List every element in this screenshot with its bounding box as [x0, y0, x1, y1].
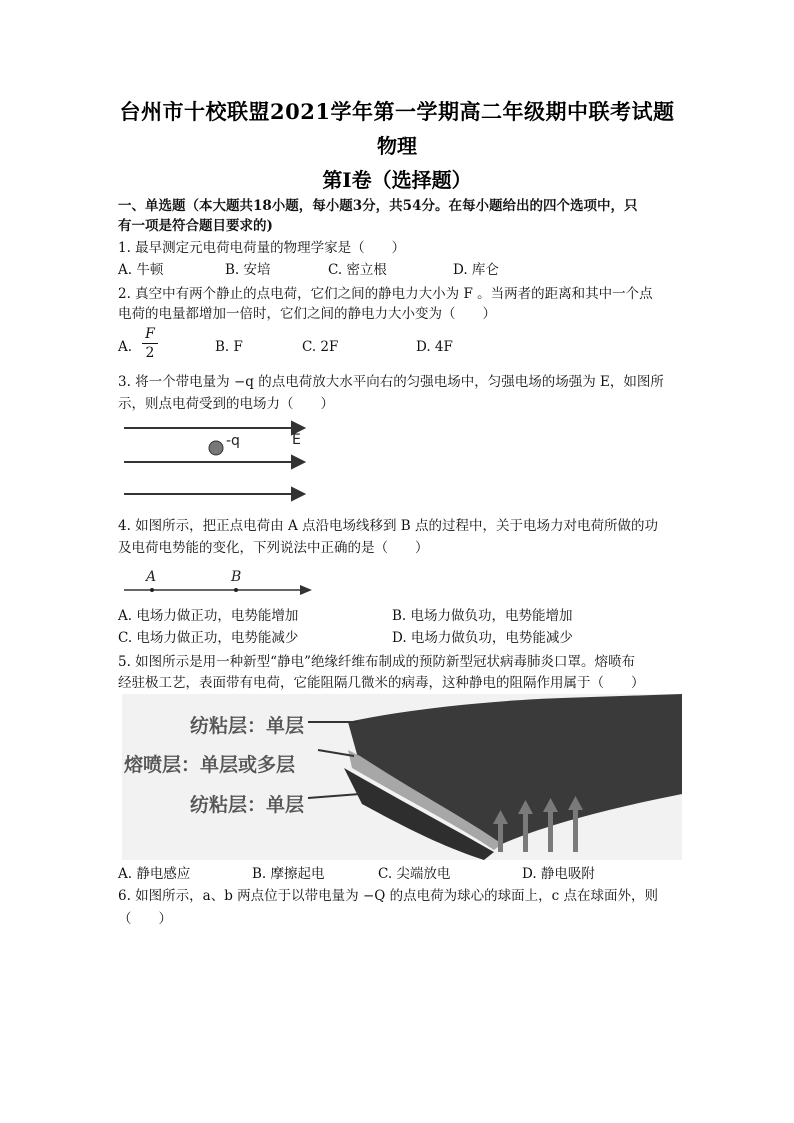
fraction-bar: [142, 343, 158, 344]
q5-option-d: D. 静电吸附: [522, 866, 595, 882]
q2-option-a-label: A.: [118, 339, 133, 355]
arrowhead-2-icon: [292, 456, 304, 468]
q4-option-d: D. 电场力做负功，电势能减少: [392, 630, 573, 646]
q6-stem-line2: （ ）: [118, 911, 172, 927]
q1-option-b: B. 安培: [225, 262, 271, 278]
field-label: E: [292, 432, 301, 448]
q2-option-c: C. 2F: [302, 339, 339, 355]
volume-title: 第I卷（选择题）: [322, 168, 472, 192]
label-meltblown: 熔喷层：单层或多层: [124, 754, 296, 776]
q2-stem-line1: 2. 真空中有两个静止的点电荷，它们之间的静电力大小为 F 。当两者的距离和其中一个点: [118, 286, 653, 302]
q2-option-b: B. F: [215, 339, 243, 355]
q2-option-a-fraction: [142, 326, 158, 361]
point-a: [150, 588, 154, 592]
q5-stem-line1: 5. 如图所示是用一种新型“静电”绝缘纤维布制成的预防新型冠状病毒肺炎口罩。熔喷布: [118, 654, 635, 670]
subject-title: 物理: [377, 134, 417, 158]
q4-field-figure: [118, 566, 318, 606]
q2-stem-line2: 电荷的电量都增加一倍时，它们之间的静电力大小变为（ ）: [118, 306, 496, 322]
q2-option-d: D. 4F: [416, 339, 453, 355]
q1-option-a: A. 牛顿: [118, 262, 164, 278]
charge-label: -q: [226, 433, 240, 449]
q4-stem-line2: 及电荷电势能的变化，下列说法中正确的是（ ）: [118, 540, 429, 556]
q5-option-c: C. 尖端放电: [378, 866, 451, 882]
point-b: [234, 588, 238, 592]
q1-option-d: D. 库仑: [453, 262, 499, 278]
fraction-numerator: F: [145, 326, 155, 342]
exam-title: 台州市十校联盟2021学年第一学期高二年级期中联考试题: [119, 99, 675, 124]
q5-option-a: A. 静电感应: [118, 866, 191, 882]
point-a-label: A: [146, 569, 157, 585]
point-b-label: B: [231, 569, 242, 585]
fraction-denominator: 2: [145, 345, 155, 361]
q1-option-c: C. 密立根: [328, 262, 387, 278]
q5-option-b: B. 摩擦起电: [252, 866, 325, 882]
section-heading-line2: 有一项是符合题目要求的): [118, 218, 273, 234]
q1-stem: 1. 最早测定元电荷电荷量的物理学家是（ ）: [118, 240, 406, 256]
q4-option-b: B. 电场力做负功，电势能增加: [392, 608, 573, 624]
q3-field-figure: [118, 418, 318, 508]
q5-stem-line2: 经驻极工艺，表面带有电荷，它能阻隔几微米的病毒，这种静电的阻隔作用属于（ ）: [118, 675, 645, 691]
q4-option-a: A. 电场力做正功，电势能增加: [118, 608, 299, 624]
arrowhead-icon: [300, 585, 312, 595]
q6-stem-line1: 6. 如图所示，a、b 两点位于以带电量为 −Q 的点电荷为球心的球面上，c 点在球面外，则: [118, 888, 658, 904]
label-spunbond-top: 纺粘层：单层: [190, 715, 305, 737]
arrowhead-3-icon: [292, 488, 304, 500]
charge-dot: [209, 441, 223, 455]
q4-option-c: C. 电场力做正功，电势能减少: [118, 630, 299, 646]
section-heading-line1: 一、单选题（本大题共18小题，每小题3分，共54分。在每小题给出的四个选项中，只: [118, 198, 638, 214]
q3-stem-line1: 3. 将一个带电量为 −q 的点电荷放大水平向右的匀强电场中，匀强电场的场强为 E，如图所: [118, 374, 664, 390]
label-spunbond-bottom: 纺粘层：单层: [190, 794, 305, 816]
q4-stem-line1: 4. 如图所示，把正点电荷由 A 点沿电场线移到 B 点的过程中，关于电场力对电荷所做的功: [118, 518, 659, 534]
q3-stem-line2: 示，则点电荷受到的电场力（ ）: [118, 396, 334, 412]
